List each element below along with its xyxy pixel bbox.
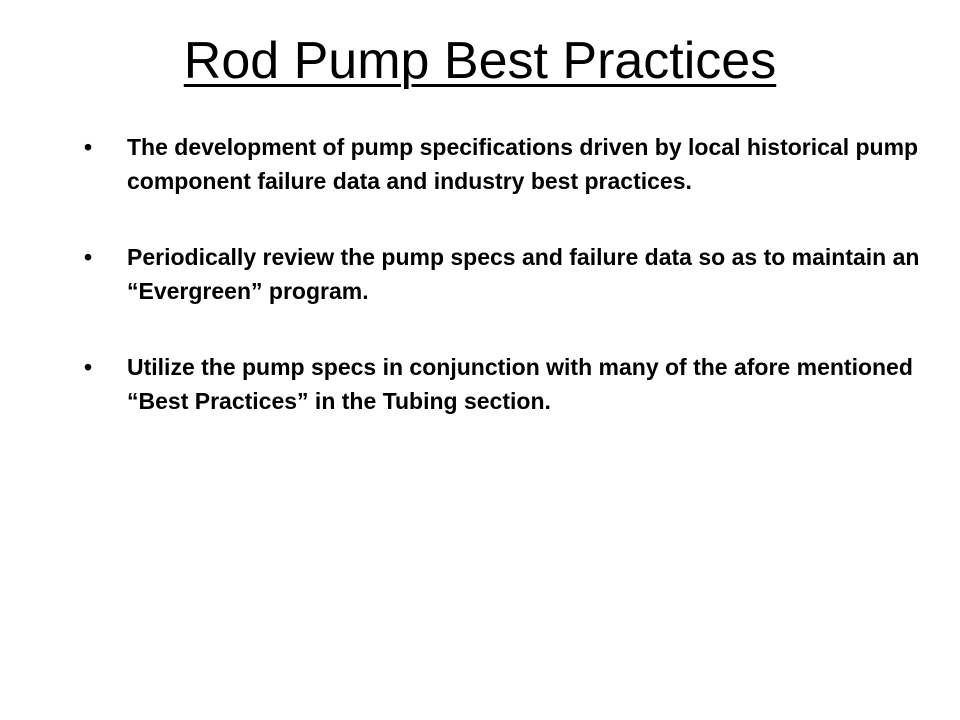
bullet-item-utilize-specs — [0, 350, 960, 418]
bullet-text: Utilize the pump specs in conjunction with many of the afore mentioned “Best Practices” in the Tubing section. — [127, 354, 913, 414]
bullet-item-periodic-review — [0, 240, 960, 308]
bullet-text: The development of pump specifications driven by local historical pump component failure data and industry best practices. — [127, 134, 919, 194]
slide-title: Rod Pump Best Practices — [183, 32, 777, 90]
bullet-marker: • — [84, 354, 93, 380]
bullet-list — [0, 130, 960, 460]
bullet-marker: • — [84, 244, 93, 270]
bullet-marker: • — [84, 134, 93, 160]
bullet-text: Periodically review the pump specs and failure data so as to maintain an “Evergreen” program. — [127, 244, 920, 304]
bullet-item-pump-specifications — [0, 130, 960, 198]
